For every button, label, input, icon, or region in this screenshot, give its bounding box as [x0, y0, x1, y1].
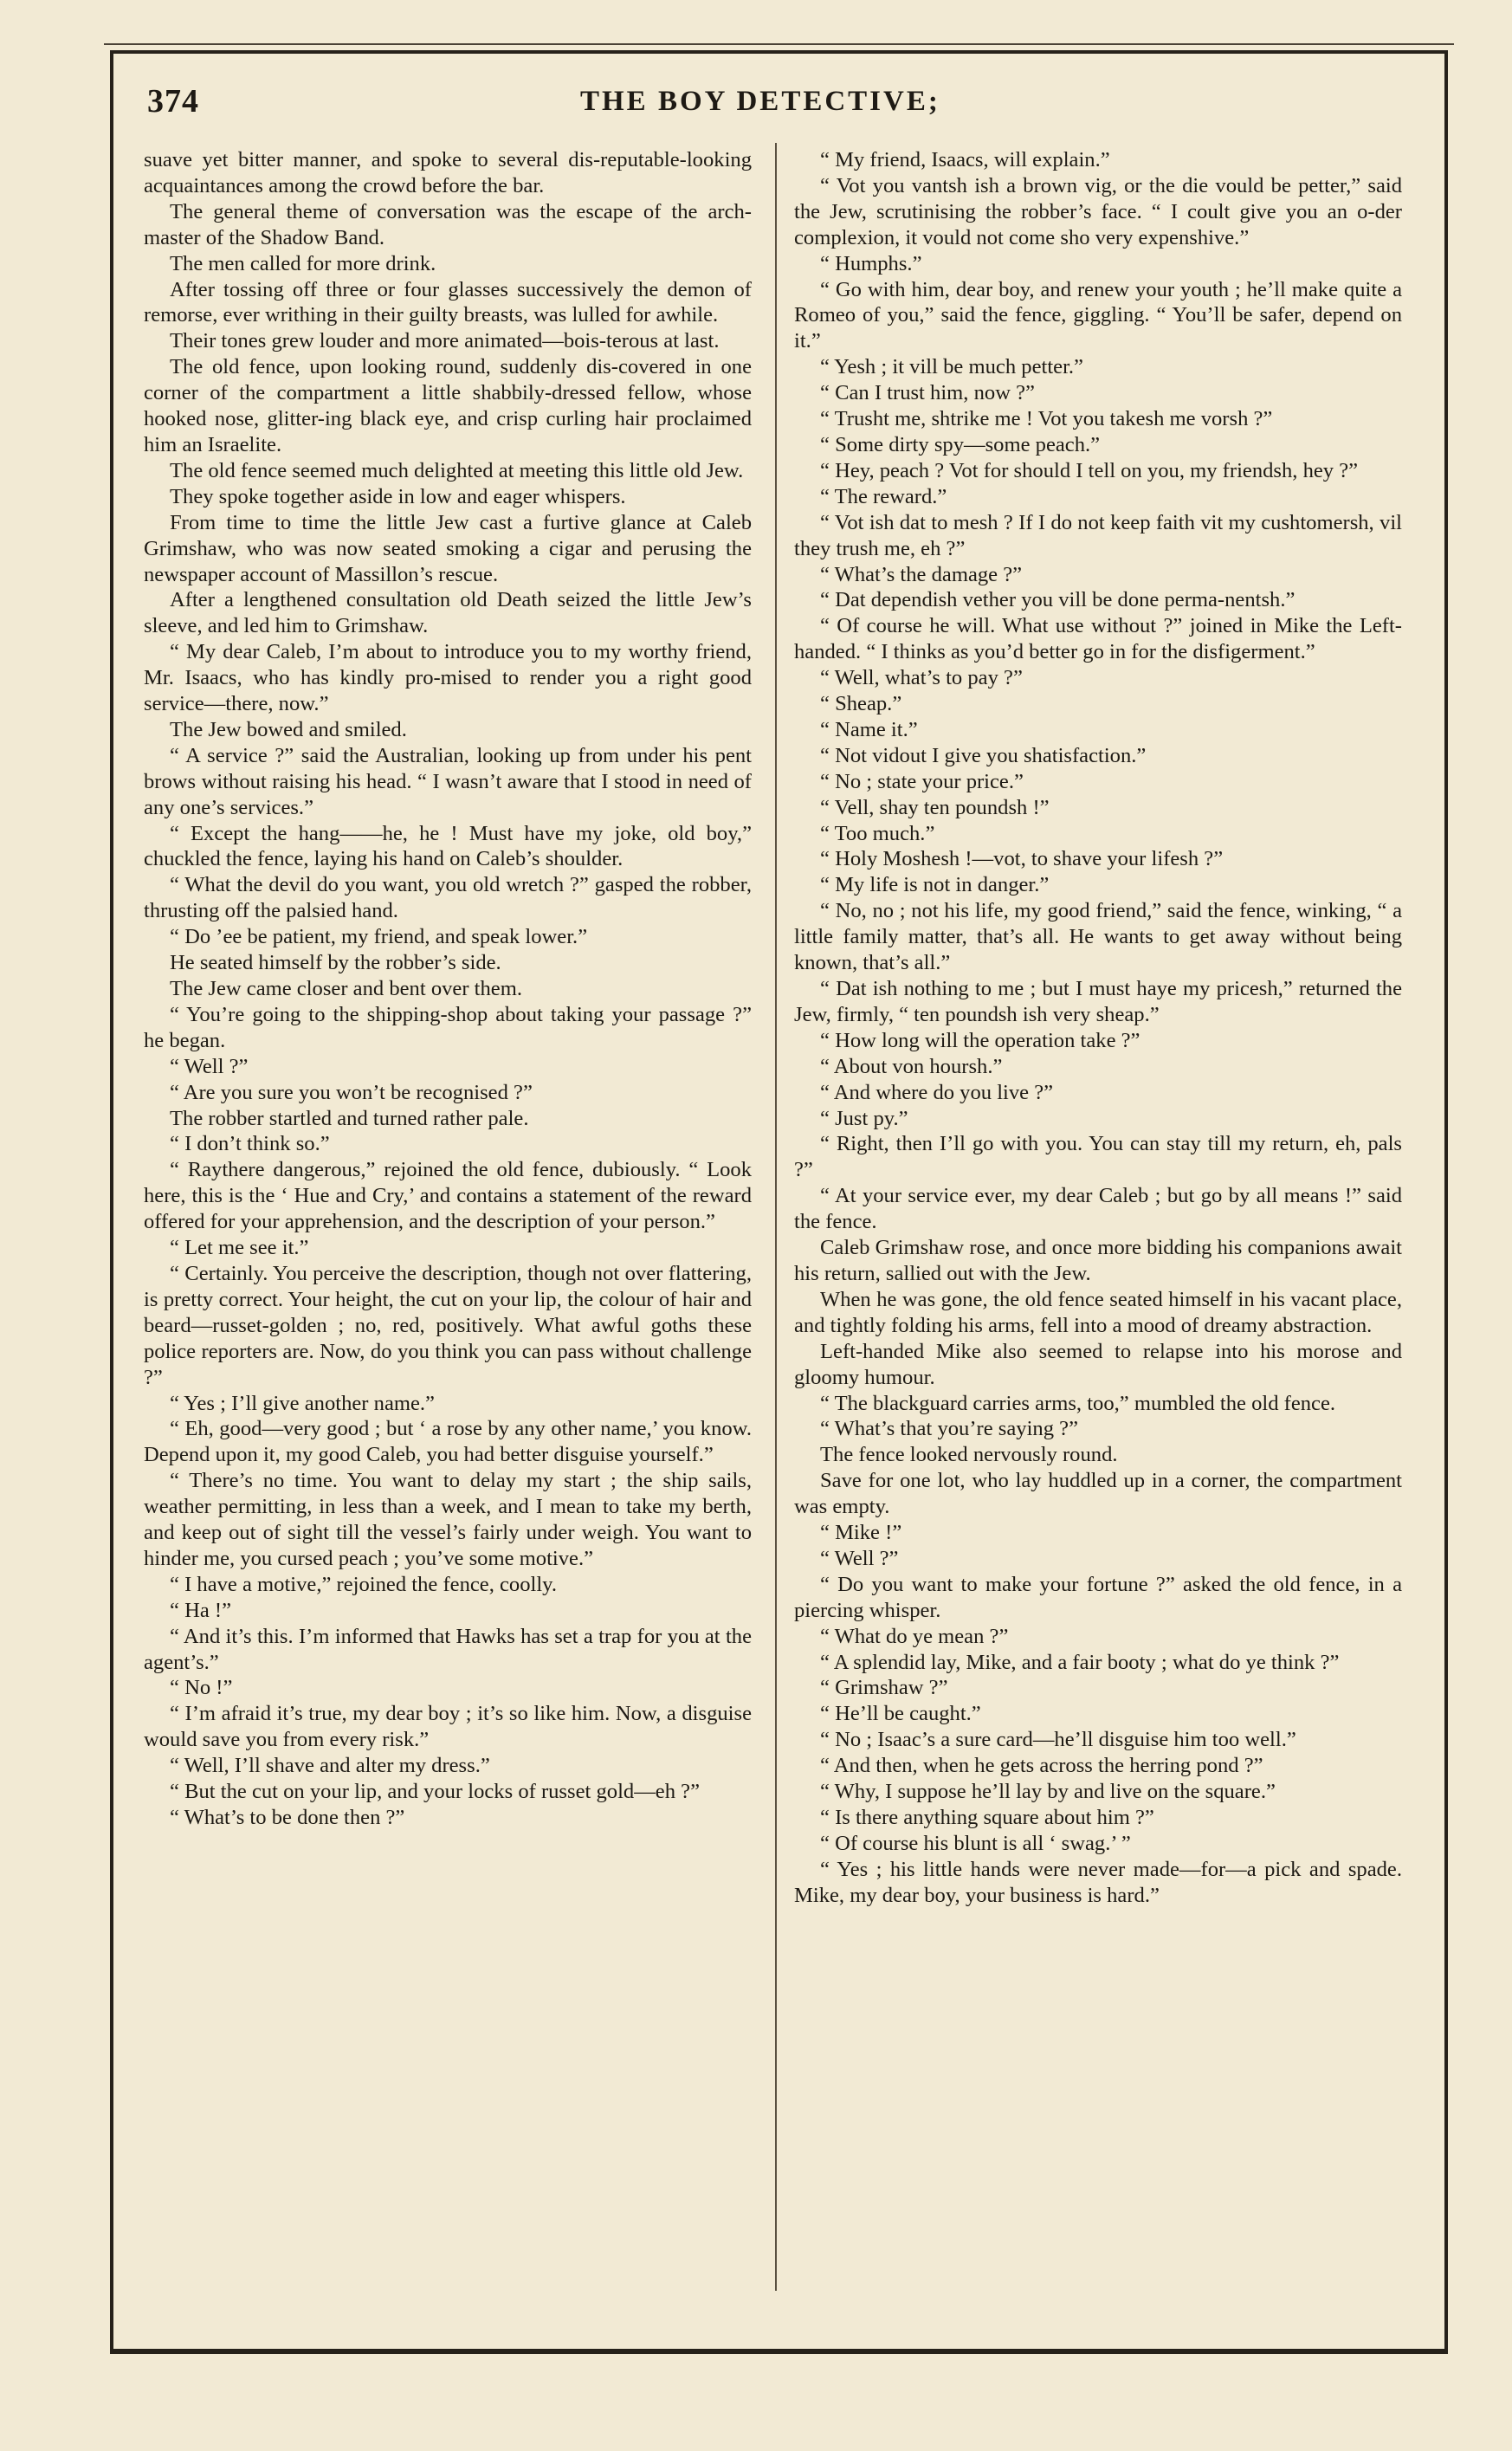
paragraph: “ And it’s this. I’m informed that Hawks has set a trap for you at the agent’s.”	[144, 1624, 752, 1674]
paragraph: “ Grimshaw ?”	[820, 1676, 948, 1700]
paragraph: “ About von hoursh.”	[820, 1054, 1003, 1078]
paragraph: The fence looked nervously round.	[820, 1443, 1118, 1467]
paragraph: “ Of course his blunt is all ‘ swag.’ ”	[820, 1831, 1131, 1855]
paragraph: “ Some dirty spy—some peach.”	[820, 432, 1101, 456]
paragraph: “ Not vidout I give you shatisfaction.”	[820, 743, 1147, 767]
paragraph: “ My life is not in danger.”	[820, 873, 1050, 897]
running-title: THE BOY DETECTIVE;	[580, 86, 940, 117]
paragraph: “ Trusht me, shtrike me ! Vot you takesh me vorsh ?”	[820, 407, 1273, 431]
paragraph: suave yet bitter manner, and spoke to several dis-reputable-looking acquaintances among the crowd before the bar.	[144, 148, 752, 197]
paragraph: “ No ; Isaac’s a sure card—he’ll disguise him too well.”	[820, 1728, 1296, 1752]
paragraph: “ Go with him, dear boy, and renew your youth ; he’ll make quite a Romeo of you,” said the fence, giggling. “ You’ll be safer, depend on it.”	[794, 277, 1402, 353]
paragraph: “ I don’t think so.”	[170, 1132, 330, 1156]
paragraph: “ Dat ish nothing to me ; but I must haye my pricesh,” returned the Jew, firmly, “ ten poundsh ish very sheap.”	[794, 977, 1402, 1026]
paragraph: “ Humphs.”	[820, 251, 922, 275]
outer-top-rule	[104, 43, 1454, 45]
paragraph: “ Are you sure you won’t be recognised ?”	[170, 1080, 533, 1104]
paragraph: They spoke together aside in low and eager whispers.	[170, 484, 626, 508]
paragraph: “ What do ye mean ?”	[820, 1624, 1009, 1648]
paragraph: “ And where do you live ?”	[820, 1080, 1054, 1104]
paragraph: Caleb Grimshaw rose, and once more bidding his companions await his return, sallied out with the Jew.	[794, 1236, 1402, 1285]
paragraph: “ Do you want to make your fortune ?” asked the old fence, in a piercing whisper.	[794, 1572, 1402, 1622]
paragraph: “ No !”	[170, 1676, 233, 1700]
paragraph: The robber startled and turned rather pale.	[170, 1106, 529, 1130]
paragraph: “ My friend, Isaacs, will explain.”	[820, 148, 1110, 171]
paragraph: “ My dear Caleb, I’m about to introduce you to my worthy friend, Mr. Isaacs, who has kindly pro-mised to render you a right good service—there, now.”	[144, 640, 752, 716]
paragraph: “ Raythere dangerous,” rejoined the old fence, dubiously. “ Look here, this is the ‘ Hue and Cry,’ and contains a statement of the reward offered for your apprehension, and the description of your person.”	[144, 1158, 752, 1234]
paragraph: “ Let me see it.”	[170, 1236, 309, 1260]
paragraph: “ What’s to be done then ?”	[170, 1806, 405, 1829]
paragraph: When he was gone, the old fence seated himself in his vacant place, and tightly folding his arms, fell into a mood of dreamy abstraction.	[794, 1287, 1402, 1337]
paragraph: “ Can I trust him, now ?”	[820, 381, 1035, 405]
paragraph: “ Mike !”	[820, 1521, 902, 1545]
paragraph: “ But the cut on your lip, and your locks of russet gold—eh ?”	[170, 1780, 700, 1804]
paragraph: After a lengthened consultation old Death seized the little Jew’s sleeve, and led him to Grimshaw.	[144, 588, 752, 638]
paragraph: Their tones grew louder and more animated—bois-terous at last.	[170, 329, 720, 353]
paragraph: “ Vell, shay ten poundsh !”	[820, 795, 1050, 819]
paragraph: “ Vot you vantsh ish a brown vig, or the die vould be petter,” said the Jew, scrutinising the robber’s face. “ I coult give you an o-der complexion, it vould not come sho very expenshive.”	[794, 173, 1402, 249]
paragraph: Left-handed Mike also seemed to relapse into his morose and gloomy humour.	[794, 1339, 1402, 1389]
paragraph: “ I have a motive,” rejoined the fence, coolly.	[170, 1572, 558, 1596]
paragraph: “ You’re going to the shipping-shop about taking your passage ?” he began.	[144, 1002, 752, 1052]
paragraph: “ Is there anything square about him ?”	[820, 1806, 1154, 1829]
column-divider	[775, 143, 777, 2291]
paragraph: “ Of course he will. What use without ?” joined in Mike the Left-handed. “ I thinks as you’d better go in for the disfigerment.”	[794, 614, 1402, 664]
paragraph: “ Ha !”	[170, 1598, 231, 1622]
paragraph: “ Well ?”	[170, 1054, 249, 1078]
paragraph: “ Name it.”	[820, 717, 918, 741]
paragraph: “ Eh, good—very good ; but ‘ a rose by any other name,’ you know. Depend upon it, my good Caleb, you had better disguise yourself.”	[144, 1417, 752, 1467]
paragraph: The Jew bowed and smiled.	[170, 717, 407, 741]
paragraph: Save for one lot, who lay huddled up in a corner, the compartment was empty.	[794, 1469, 1402, 1519]
paragraph: “ Vot ish dat to mesh ? If I do not keep faith vit my cushtomersh, vil they trush me, eh ?”	[794, 510, 1402, 560]
paragraph: “ A service ?” said the Australian, looking up from under his pent brows without raising his head. “ I wasn’t aware that I stood in need of any one’s services.”	[144, 743, 752, 819]
paragraph: “ The reward.”	[820, 484, 947, 508]
paragraph: The old fence, upon looking round, suddenly dis-covered in one corner of the compartment a little shabbily-dressed fellow, whose hooked nose, glitter-ing black eye, and crisp curling hair proclaimed him an Israelite.	[144, 355, 752, 456]
paragraph: “ What’s that you’re saying ?”	[820, 1417, 1078, 1441]
paragraph: “ The blackguard carries arms, too,” mumbled the old fence.	[820, 1391, 1336, 1415]
paragraph: From time to time the little Jew cast a furtive glance at Caleb Grimshaw, who was now seated smoking a cigar and perusing the newspaper account of Massillon’s rescue.	[144, 510, 752, 586]
paragraph: “ There’s no time. You want to delay my start ; the ship sails, weather permitting, in less than a week, and I mean to take my berth, and keep out of sight till the vessel’s fairly under weigh. You want to hinder me, you cursed peach ; you’ve some motive.”	[144, 1469, 752, 1570]
paragraph: The Jew came closer and bent over them.	[170, 977, 522, 1000]
paragraph: The old fence seemed much delighted at meeting this little old Jew.	[170, 458, 744, 482]
paragraph: “ What’s the damage ?”	[820, 562, 1023, 586]
paragraph: “ Too much.”	[820, 821, 935, 845]
page-number: 374	[147, 83, 199, 120]
paragraph: “ Holy Moshesh !—vot, to shave your lifesh ?”	[820, 847, 1224, 871]
paragraph: “ And then, when he gets across the herring pond ?”	[820, 1754, 1263, 1778]
paragraph: “ Dat dependish vether you vill be done perma-nentsh.”	[820, 588, 1296, 612]
paragraph: “ Yes ; I’ll give another name.”	[170, 1391, 435, 1415]
paragraph: “ Except the hang——he, he ! Must have my joke, old boy,” chuckled the fence, laying his hand on Caleb’s shoulder.	[144, 821, 752, 871]
paragraph: “ He’ll be caught.”	[820, 1702, 981, 1726]
paragraph: He seated himself by the robber’s side.	[170, 951, 501, 975]
paragraph: “ A splendid lay, Mike, and a fair booty ; what do ye think ?”	[820, 1650, 1340, 1674]
paragraph: “ Hey, peach ? Vot for should I tell on you, my friendsh, hey ?”	[820, 458, 1359, 482]
paragraph: “ Do ’ee be patient, my friend, and speak lower.”	[170, 925, 588, 949]
paragraph: “ Why, I suppose he’ll lay by and live on the square.”	[820, 1780, 1276, 1804]
paragraph: “ I’m afraid it’s true, my dear boy ; it’s so like him. Now, a disguise would save you from every risk.”	[144, 1702, 752, 1752]
paragraph: “ Sheap.”	[820, 692, 902, 716]
paragraph: “ Just py.”	[820, 1106, 908, 1130]
paragraph: “ Well, I’ll shave and alter my dress.”	[170, 1754, 490, 1778]
paragraph: After tossing off three or four glasses successively the demon of remorse, ever writhing in their guilty breasts, was lulled for awhile.	[144, 277, 752, 327]
paragraph: The men called for more drink.	[170, 251, 436, 275]
paragraph: “ Well, what’s to pay ?”	[820, 666, 1023, 690]
paragraph: “ No ; state your price.”	[820, 769, 1024, 793]
paragraph: “ Yesh ; it vill be much petter.”	[820, 355, 1083, 379]
paragraph: The general theme of conversation was the escape of the arch-master of the Shadow Band.	[144, 199, 752, 249]
paragraph: “ Certainly. You perceive the description, though not over flattering, is pretty correct. Your height, the cut on your lip, the colour of hair and beard—russet-golden ; no, red, positively. What awful goths these police reporters are. Now, do you think you can pass without challenge ?”	[144, 1261, 752, 1389]
paragraph: “ How long will the operation take ?”	[820, 1028, 1140, 1052]
paragraph: “ Well ?”	[820, 1546, 899, 1570]
bottom-rule	[110, 2349, 1448, 2352]
paragraph: “ Right, then I’ll go with you. You can stay till my return, eh, pals ?”	[794, 1132, 1402, 1182]
paragraph: “ Yes ; his little hands were never made—for—a pick and spade. Mike, my dear boy, your business is hard.”	[794, 1857, 1402, 1907]
paragraph: “ What the devil do you want, you old wretch ?” gasped the robber, thrusting off the palsied hand.	[144, 873, 752, 923]
page-header	[147, 82, 1429, 126]
right-column	[794, 147, 1402, 2304]
paragraph: “ No, no ; not his life, my good friend,” said the fence, winking, “ a little family matter, that’s all. He wants to get away without being known, that’s all.”	[794, 899, 1402, 975]
paragraph: “ At your service ever, my dear Caleb ; but go by all means !” said the fence.	[794, 1184, 1402, 1234]
left-column	[144, 147, 752, 2304]
